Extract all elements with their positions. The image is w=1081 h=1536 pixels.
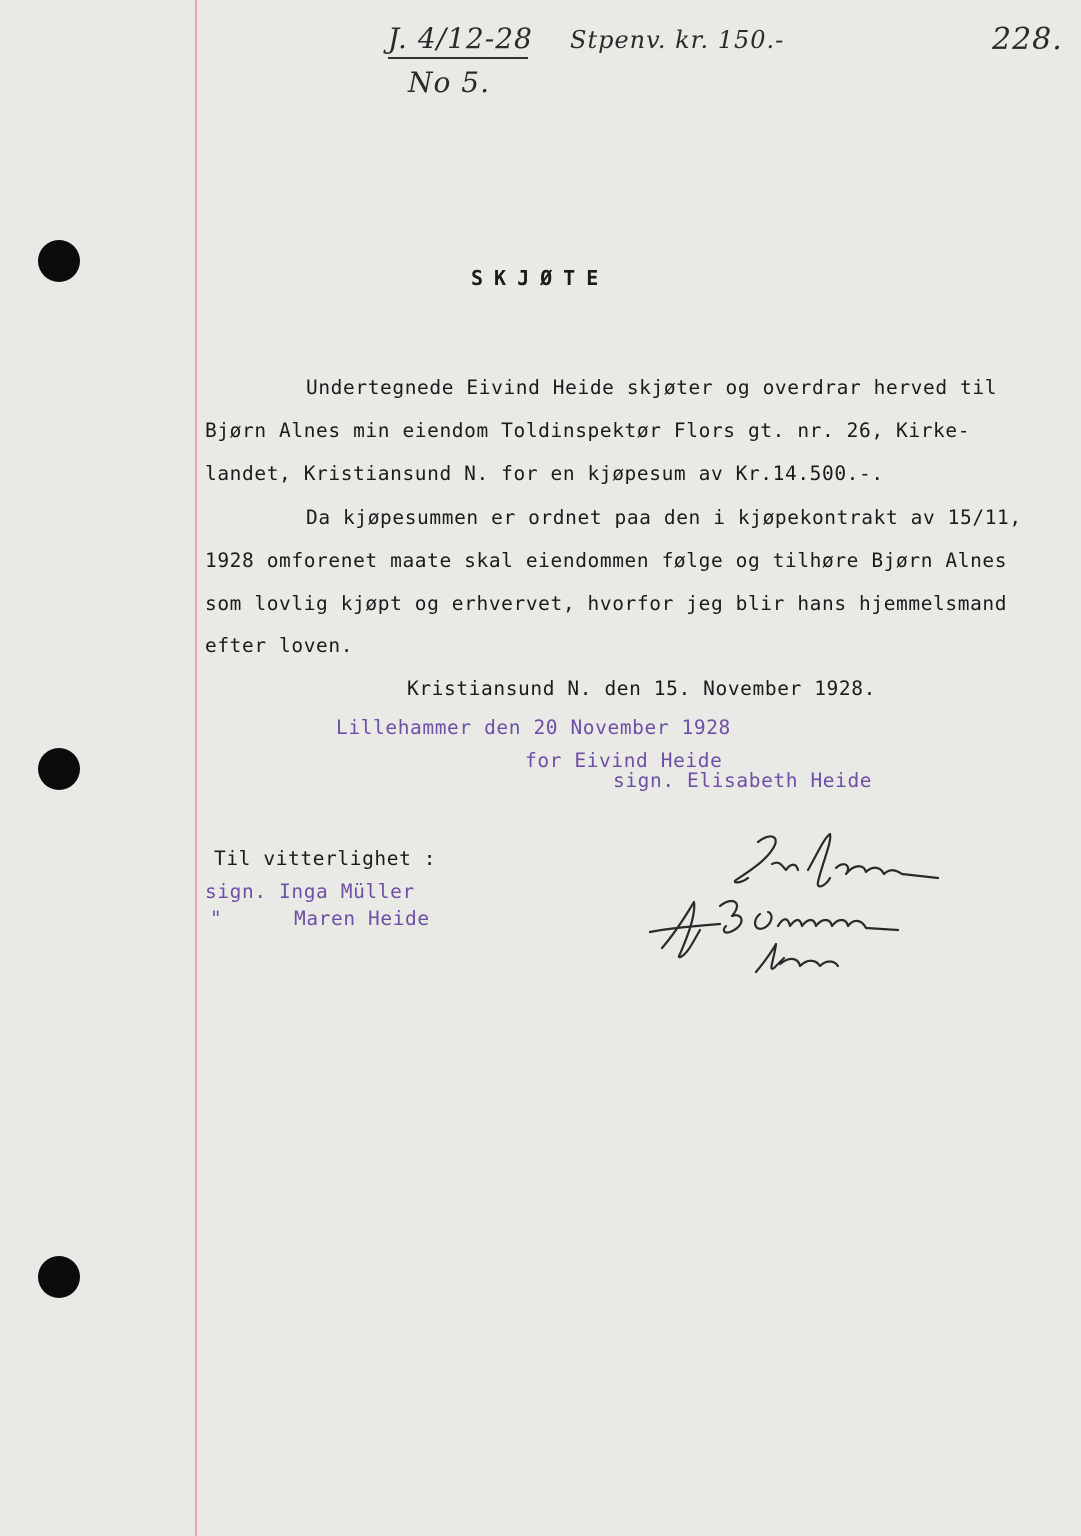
- punch-hole: [38, 748, 80, 790]
- body-line: efter loven.: [205, 634, 354, 657]
- handwritten-date-note: J. 4/12-28: [388, 22, 533, 55]
- witness-1: sign. Inga Müller: [205, 880, 415, 903]
- date-note-underline: [388, 57, 528, 59]
- handwritten-signature: [640, 820, 960, 990]
- body-line: Undertegnede Eivind Heide skjøter og overdrar herved til: [306, 376, 998, 399]
- body-line: Da kjøpesummen er ordnet paa den i kjøpekontrakt av 15/11,: [306, 506, 1022, 529]
- witness-2-name: Maren Heide: [294, 907, 430, 930]
- body-line: Bjørn Alnes min eiendom Toldinspektør Flors gt. nr. 26, Kirke-: [205, 419, 971, 442]
- body-line: landet, Kristiansund N. for en kjøpesum av Kr.14.500.-.: [205, 462, 884, 485]
- body-line: 1928 omforenet maate skal eiendommen følge og tilhøre Bjørn Alnes: [205, 549, 1008, 572]
- document-title: SKJØTE: [471, 266, 610, 290]
- stamp-place-date: Lillehammer den 20 November 1928: [336, 716, 731, 739]
- margin-rule: [195, 0, 197, 1536]
- page-number: 228.: [992, 22, 1063, 57]
- witness-heading: Til vitterlighet :: [214, 847, 437, 870]
- place-date: Kristiansund N. den 15. November 1928.: [407, 677, 876, 700]
- body-line: som lovlig kjøpt og erhvervet, hvorfor jeg blir hans hjemmelsmand: [205, 592, 1008, 615]
- punch-hole: [38, 240, 80, 282]
- entry-number: No 5.: [408, 66, 490, 99]
- signer-for: for Eivind Heide: [525, 749, 723, 772]
- punch-hole: [38, 1256, 80, 1298]
- signer-sign: sign. Elisabeth Heide: [613, 769, 873, 792]
- witness-2-mark: ": [210, 907, 223, 930]
- handwritten-register-note: Stpenv. kr. 150.-: [570, 26, 785, 54]
